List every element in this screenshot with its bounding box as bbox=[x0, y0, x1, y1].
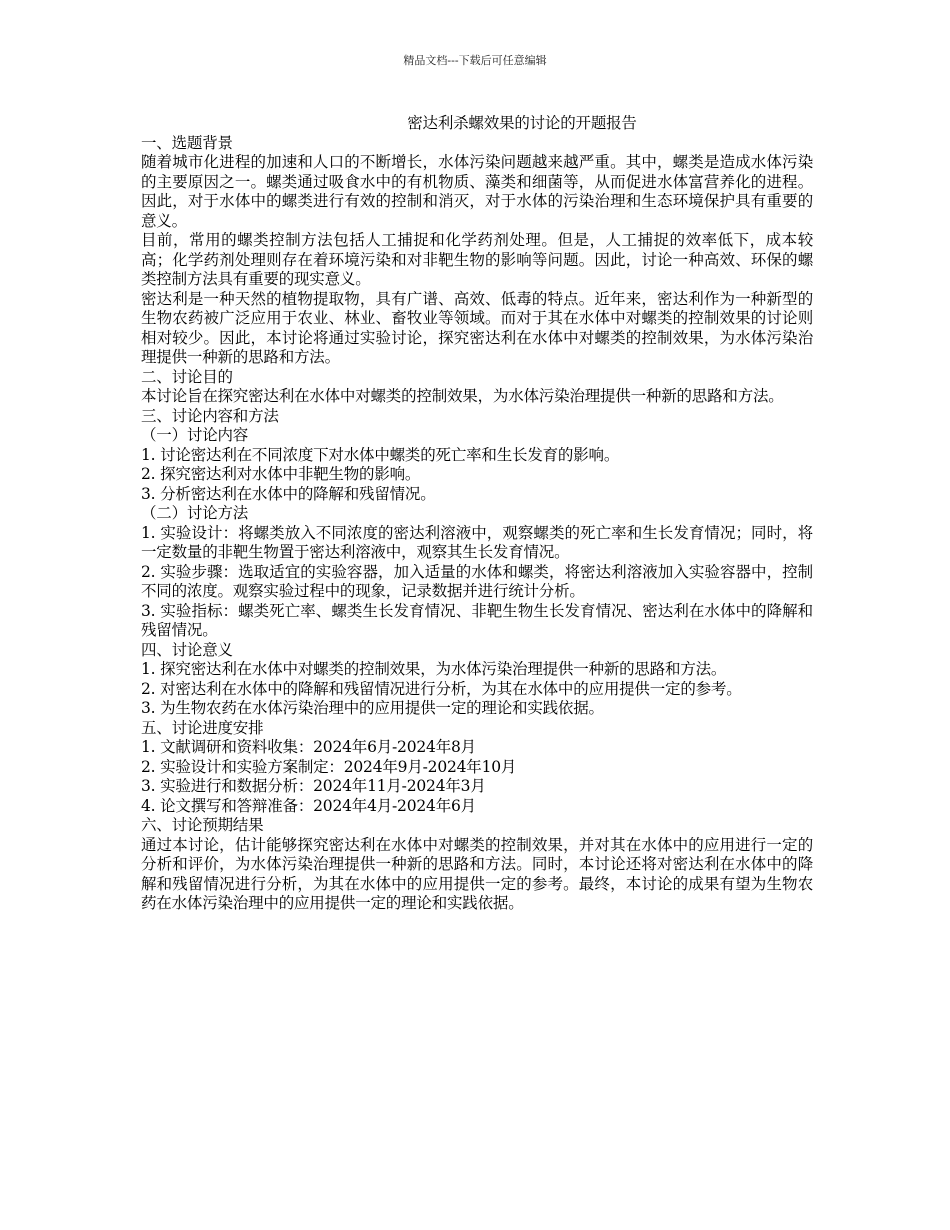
content-item-1: 1. 讨论密达利在不同浓度下对水体中螺类的死亡率和生长发育的影响。 bbox=[141, 445, 620, 464]
content-item-2: 2. 探究密达利对水体中非靶生物的影响。 bbox=[141, 465, 421, 483]
section-heading-background: 一、选题背景 bbox=[141, 133, 233, 152]
schedule-item-3: 3. 实验进行和数据分析：2024年11月-2024年3月 bbox=[141, 777, 486, 795]
section-heading-schedule: 五、讨论进度安排 bbox=[141, 718, 264, 737]
paragraph-background-1: 随着城市化进程的加速和人口的不断增长，水体污染问题越来越严重。其中，螺类是造成水体污染的主要原因之一。螺类通过吸食水中的有机物质、藻类和细菌等，从而促进水体富营养化的进程。因此，对于水体中的螺类进行有效的控制和消灭，对于水体的污染治理和生态环境保护具有重要的意义。 bbox=[141, 153, 813, 230]
subheading-content: （一）讨论内容 bbox=[141, 426, 249, 444]
section-heading-purpose: 二、讨论目的 bbox=[141, 367, 233, 386]
section-heading-significance: 四、讨论意义 bbox=[141, 640, 233, 659]
paragraph-background-3: 密达利是一种天然的植物提取物，具有广谱、高效、低毒的特点。近年来，密达利作为一种新型的生物农药被广泛应用于农业、林业、畜牧业等领域。而对于其在水体中对螺类的控制效果的讨论则相对较少。因此，本讨论将通过实验讨论，探究密达利在水体中对螺类的控制效果，为水体污染治理提供一种新的思路和方法。 bbox=[141, 289, 813, 366]
paragraph-expected-results: 通过本讨论，估计能够探究密达利在水体中对螺类的控制效果，并对其在水体中的应用进行一定的分析和评价，为水体污染治理提供一种新的思路和方法。同时，本讨论还将对密达利在水体中的降解和残留情况进行分析，为其在水体中的应用提供一定的参考。最终，本讨论的成果有望为生物农药在水体污染治理中的应用提供一定的理论和实践依据。 bbox=[141, 835, 813, 912]
schedule-item-1: 1. 文献调研和资料收集：2024年6月-2024年8月 bbox=[141, 738, 476, 756]
document-title: 密达利杀螺效果的讨论的开题报告 bbox=[407, 114, 637, 132]
significance-item-3: 3. 为生物农药在水体污染治理中的应用提供一定的理论和实践依据。 bbox=[141, 699, 604, 717]
paragraph-background-2: 目前，常用的螺类控制方法包括人工捕捉和化学药剂处理。但是，人工捕捉的效率低下，成本较高；化学药剂处理则存在着环境污染和对非靶生物的影响等问题。因此，讨论一种高效、环保的螺类控制方法具有重要的现实意义。 bbox=[141, 231, 813, 288]
schedule-item-4: 4. 论文撰写和答辩准备：2024年4月-2024年6月 bbox=[141, 796, 476, 815]
method-item-2: 2. 实验步骤：选取适宜的实验容器，加入适量的水体和螺类，将密达利溶液加入实验容器中，控制不同的浓度。观察实验过程中的现象，记录数据并进行统计分析。 bbox=[141, 562, 813, 600]
significance-item-2: 2. 对密达利在水体中的降解和残留情况进行分析，为其在水体中的应用提供一定的参考。 bbox=[141, 679, 742, 698]
schedule-item-2: 2. 实验设计和实验方案制定：2024年9月-2024年10月 bbox=[141, 757, 517, 776]
method-item-3: 3. 实验指标：螺类死亡率、螺类生长发育情况、非靶生物生长发育情况、密达利在水体中的降解和残留情况。 bbox=[141, 601, 813, 639]
method-item-1: 1. 实验设计：将螺类放入不同浓度的密达利溶液中，观察螺类的死亡率和生长发育情况；同时，将一定数量的非靶生物置于密达利溶液中，观察其生长发育情况。 bbox=[141, 523, 813, 561]
significance-item-1: 1. 探究密达利在水体中对螺类的控制效果，为水体污染治理提供一种新的思路和方法。 bbox=[141, 660, 727, 678]
document-body bbox=[141, 114, 813, 914]
paragraph-purpose: 本讨论旨在探究密达利在水体中对螺类的控制效果，为水体污染治理提供一种新的思路和方法。 bbox=[141, 387, 784, 405]
section-heading-content-method: 三、讨论内容和方法 bbox=[141, 406, 279, 425]
subheading-method: （二）讨论方法 bbox=[141, 504, 249, 522]
page-header: 精品文档---下载后可任意编辑 bbox=[403, 54, 547, 67]
content-item-3: 3. 分析密达利在水体中的降解和残留情况。 bbox=[141, 484, 436, 503]
section-heading-expected-results: 六、讨论预期结果 bbox=[141, 816, 264, 834]
